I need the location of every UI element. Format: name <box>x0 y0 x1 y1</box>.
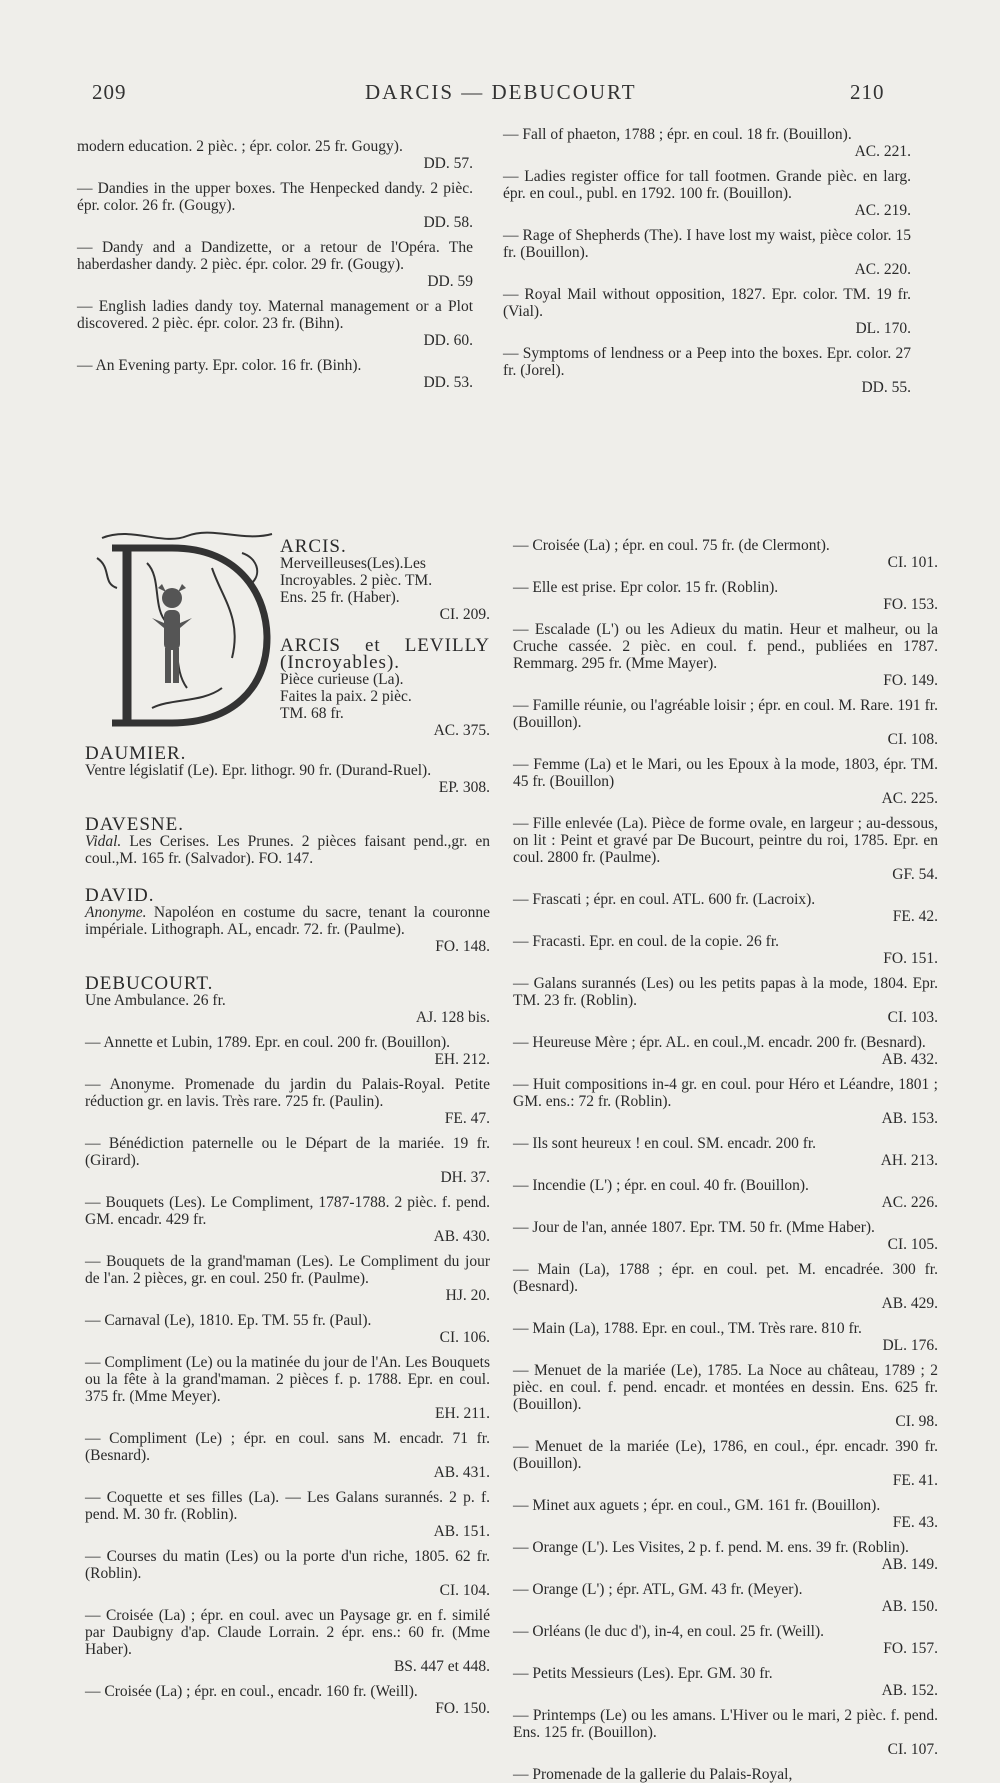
levilly-reference: AC. 375. <box>433 722 490 739</box>
col4-entry <box>513 1135 938 1169</box>
debucourt-section <box>85 975 490 1717</box>
entry-gap <box>85 1186 490 1194</box>
entry-reference: DD. 53. <box>423 374 473 391</box>
entry-text: — Annette et Lubin, 1789. Epr. en coul. 200 fr. (Bouillon). <box>85 1034 451 1051</box>
entry-gap <box>85 1540 490 1548</box>
entry-text: — Croisée (La) ; épr. en coul. avec un Paysage gr. en f. similé par Daubigny d'ap. Claude Lorrain. 2 épr. ens.: 60 fr. (Mme Haber). <box>85 1607 490 1658</box>
entry-text: — Ladies register office for tall footmen. Grande pièc. en larg. épr. en coul., publ. en 1792. 100 fr. (Bouillon). <box>503 168 911 202</box>
levilly <box>280 637 490 739</box>
entry-reference: DD. 55. <box>861 379 911 396</box>
entry-text: — An Evening party. Epr. color. 16 fr. (Binh). <box>77 357 362 374</box>
entry-text: — Bouquets (Les). Le Compliment, 1787-1788. 2 pièc. f. pend. GM. encadr. 429 fr. <box>85 1194 490 1228</box>
entry-gap <box>85 1127 490 1135</box>
daumier-section <box>85 745 490 796</box>
levilly-line: Pièce curieuse (La). <box>280 671 404 688</box>
entry-reference: FE. 42. <box>892 908 938 925</box>
col4-entry <box>513 1320 938 1354</box>
entry-gap <box>503 337 911 345</box>
entry-gap <box>513 925 938 933</box>
column-bottom-right <box>513 537 938 1783</box>
col4-entry <box>513 1766 938 1783</box>
entry-gap <box>513 807 938 815</box>
col4-entry <box>513 1076 938 1127</box>
entry-reference: DD. 57. <box>423 155 473 172</box>
entry-reference: BS. 447 et 448. <box>393 1658 490 1675</box>
entry-gap <box>513 1758 938 1766</box>
entry-reference: DD. 59 <box>427 273 473 290</box>
debucourt-entry <box>85 1607 490 1675</box>
debucourt-entry <box>85 1253 490 1304</box>
entry-gap <box>513 1312 938 1320</box>
entry-reference: CI. 108. <box>887 731 938 748</box>
entry-reference: EH. 211. <box>435 1405 490 1422</box>
col4-entry <box>513 1707 938 1758</box>
entry-text: — Orange (L') ; épr. ATL, GM. 43 fr. (Meyer). <box>513 1581 803 1598</box>
entry-gap <box>513 1531 938 1539</box>
entry-text: — Orléans (le duc d'), in-4, en coul. 25 fr. (Weill). <box>513 1623 825 1640</box>
entry-reference: EH. 212. <box>434 1051 490 1068</box>
section-gap <box>85 623 490 631</box>
david-heading: DAVID. <box>85 885 155 906</box>
entry-reference: FO. 150. <box>435 1700 490 1717</box>
entry-text: — Dandies in the upper boxes. The Henpecked dandy. 2 pièc. épr. color. 26 fr. (Gougy). <box>77 180 473 214</box>
entry-text: — Escalade (L') ou les Adieux du matin. Heur et malheur, ou la Cruche cassée. 2 pièc. en coul. f. pend., publiées en 1787. Remmarg. 295 fr. (Mme Mayer). <box>513 621 938 672</box>
davesne-entry <box>85 833 490 867</box>
entry-text: — Incendie (L') ; épr. en coul. 40 fr. (Bouillon). <box>513 1177 809 1194</box>
entry-gap <box>85 1068 490 1076</box>
col4-entry <box>513 1219 938 1253</box>
entry-text: — Famille réunie, ou l'agréable loisir ; épr. en coul. M. Rare. 191 fr. (Bouillon). <box>513 697 938 731</box>
entry-text: — Anonyme. Promenade du jardin du Palais-Royal. Petite réduction gr. en lavis. Très rare. 725 fr. (Paulin). <box>85 1076 490 1110</box>
entry-text: — Fracasti. Epr. en coul. de la copie. 26 fr. <box>513 933 780 950</box>
debucourt-heading: DEBUCOURT. <box>85 973 214 994</box>
col1-entry <box>77 180 473 231</box>
col2-entry <box>503 126 911 160</box>
running-title: DARCIS — DEBUCOURT <box>365 80 637 104</box>
entry-gap <box>513 1026 938 1034</box>
entry-reference: CI. 98. <box>895 1413 938 1430</box>
david-section <box>85 887 490 955</box>
entry-text: — Bouquets de la grand'maman (Les). Le Compliment du jour de l'an. 2 pièces, gr. en coul. 250 fr. (Paulme). <box>85 1253 490 1287</box>
entry-text: — Dandy and a Dandizette, or a retour de l'Opéra. The haberdasher dandy. 2 pièc. épr. color. 29 fr. (Gougy). <box>77 239 473 273</box>
col2-entry <box>503 345 911 396</box>
entry-gap <box>513 1253 938 1261</box>
david-reference: FO. 148. <box>435 938 490 955</box>
darcis-line: Ens. 25 fr. (Haber). <box>280 589 400 606</box>
entry-gap <box>77 231 473 239</box>
col1-entry <box>77 357 473 391</box>
col4-entry <box>513 1362 938 1430</box>
entry-reference: FO. 149. <box>883 672 938 689</box>
entry-reference: CI. 105. <box>887 1236 938 1253</box>
entry-reference: CI. 104. <box>439 1582 490 1599</box>
darcis-line: Merveilleuses(Les).Les <box>280 555 426 572</box>
debucourt-entry <box>85 992 490 1026</box>
entry-reference: CI. 103. <box>887 1009 938 1026</box>
debucourt-entry <box>85 1194 490 1245</box>
entry-reference: DH. 37. <box>440 1169 490 1186</box>
entry-gap <box>77 290 473 298</box>
entry-text: — Main (La), 1788 ; épr. en coul. pet. M. encadrée. 300 fr. (Besnard). <box>513 1261 938 1295</box>
col4-entry <box>513 975 938 1026</box>
col4-entry <box>513 1438 938 1489</box>
entry-reference: CI. 107. <box>887 1741 938 1758</box>
entry-text: — Royal Mail without opposition, 1827. Epr. color. TM. 19 fr. (Vial). <box>503 286 911 320</box>
col1-entry <box>77 138 473 172</box>
entry-text: — Fille enlevée (La). Pièce de forme ovale, en largeur ; au-dessous, on lit : Peint et gravé par De Bucourt, peintre du roi, 1785. Epr. en coul. 2800 fr. (Paulme). <box>513 815 938 866</box>
col2-entry <box>503 227 911 278</box>
entry-text: — Menuet de la mariée (Le), 1785. La Noce au château, 1789 ; 2 pièc. en coul. f. pend. encadr. et montées en dessin. Ens. 625 fr. (Bouillon). <box>513 1362 938 1413</box>
entry-text: — Carnaval (Le), 1810. Ep. TM. 55 fr. (Paul). <box>85 1312 372 1329</box>
entry-gap <box>85 1481 490 1489</box>
entry-gap <box>513 1430 938 1438</box>
entry-gap <box>513 1169 938 1177</box>
debucourt-entry <box>85 1489 490 1540</box>
entry-text: — Minet aux aguets ; épr. en coul., GM. 161 fr. (Bouillon). <box>513 1497 881 1514</box>
entry-reference: GF. 54. <box>892 866 938 883</box>
entry-reference: AJ. 128 bis. <box>415 1009 490 1026</box>
entry-gap <box>513 883 938 891</box>
entry-reference: AC. 221. <box>854 143 911 160</box>
entry-text: — Courses du matin (Les) ou la porte d'un riche, 1805. 62 fr. (Roblin). <box>85 1548 490 1582</box>
entry-reference: AB. 429. <box>881 1295 938 1312</box>
david-entry <box>85 904 490 938</box>
darcis-heading: ARCIS. <box>280 536 347 557</box>
entry-reference: FO. 153. <box>883 596 938 613</box>
entry-reference: AB. 432. <box>881 1051 938 1068</box>
entry-reference: FE. 41. <box>892 1472 938 1489</box>
levilly-heading: ARCIS et LEVILLY (Incroyables). <box>280 635 490 673</box>
col4-entry <box>513 1261 938 1312</box>
col4-entry <box>513 891 938 925</box>
section-gap <box>85 796 490 810</box>
entry-gap <box>513 1068 938 1076</box>
col4-entry <box>513 1539 938 1573</box>
entry-reference: FO. 151. <box>883 950 938 967</box>
entry-reference: DD. 60. <box>423 332 473 349</box>
entry-reference: HJ. 20. <box>445 1287 490 1304</box>
entry-text: — Croisée (La) ; épr. en coul. 75 fr. (de Clermont). <box>513 537 830 554</box>
entry-text: — Compliment (Le) ; épr. en coul. sans M. encadr. 71 fr. (Besnard). <box>85 1430 490 1464</box>
entry-gap <box>85 1346 490 1354</box>
entry-gap <box>513 967 938 975</box>
column-bottom-left <box>85 532 490 1717</box>
entry-reference: DL. 170. <box>855 320 911 337</box>
col4-entry <box>513 1034 938 1068</box>
entry-gap <box>513 1489 938 1497</box>
entry-text: — Femme (La) et le Mari, ou les Epoux à la mode, 1803, épr. TM. 45 fr. (Bouillon) <box>513 756 938 790</box>
entry-reference: AB. 430. <box>433 1228 490 1245</box>
column-top-right <box>503 126 911 396</box>
entry-reference: CI. 106. <box>439 1329 490 1346</box>
left-page-number: 209 <box>92 80 127 104</box>
david-text: Napoléon en costume du sacre, tenant la couronne impériale. Lithograph. AL, encadr. 72. fr. (Paulme). <box>85 904 490 938</box>
entry-text: — Frascati ; épr. en coul. ATL. 600 fr. (Lacroix). <box>513 891 816 908</box>
col4-entry <box>513 1497 938 1531</box>
entry-reference: AC. 220. <box>854 261 911 278</box>
entry-text: — Bénédiction paternelle ou le Départ de la mariée. 19 fr. (Girard). <box>85 1135 490 1169</box>
entry-gap <box>513 1573 938 1581</box>
col4-entry <box>513 697 938 748</box>
debucourt-entry <box>85 1354 490 1422</box>
davesne-section <box>85 816 490 867</box>
entry-gap <box>513 1211 938 1219</box>
entry-gap <box>513 689 938 697</box>
entry-text: — Croisée (La) ; épr. en coul., encadr. 160 fr. (Weill). <box>85 1683 418 1700</box>
entry-reference: AC. 226. <box>881 1194 938 1211</box>
entry-gap <box>513 1657 938 1665</box>
col2-entry <box>503 286 911 337</box>
col4-entry <box>513 621 938 689</box>
entry-gap <box>85 1675 490 1683</box>
entry-gap <box>513 1699 938 1707</box>
entry-text: — Ils sont heureux ! en coul. SM. encadr. 200 fr. <box>513 1135 817 1152</box>
section-gap <box>85 955 490 969</box>
entry-gap <box>503 278 911 286</box>
entry-reference: AB. 153. <box>881 1110 938 1127</box>
entry-text: — Rage of Shepherds (The). I have lost my waist, pièce color. 15 fr. (Bouillon). <box>503 227 911 261</box>
entry-text: — English ladies dandy toy. Maternal management or a Plot discovered. 2 pièc. épr. color. 23 fr. (Bihn). <box>77 298 473 332</box>
entry-gap <box>77 349 473 357</box>
col1-entry <box>77 239 473 290</box>
entry-gap <box>503 160 911 168</box>
entry-reference: AB. 151. <box>433 1523 490 1540</box>
entry-gap <box>85 1304 490 1312</box>
col4-entry <box>513 537 938 571</box>
entry-text: — Elle est prise. Epr color. 15 fr. (Roblin). <box>513 579 779 596</box>
levilly-line: Faites la paix. 2 pièc. <box>280 688 412 705</box>
debucourt-entry <box>85 1135 490 1186</box>
entry-reference: AC. 225. <box>881 790 938 807</box>
entry-reference: FE. 43. <box>892 1514 938 1531</box>
entry-text: — Heureuse Mère ; épr. AL. en coul.,M. encadr. 200 fr. (Besnard). <box>513 1034 926 1051</box>
entry-reference: AC. 219. <box>854 202 911 219</box>
entry-text: — Galans surannés (Les) ou les petits papas à la mode, 1804. Epr. TM. 23 fr. (Roblin). <box>513 975 938 1009</box>
darcis-line: Incroyables. 2 pièc. TM. <box>280 572 433 589</box>
entry-text: — Printemps (Le) ou les amans. L'Hiver ou le mari, 2 pièc. f. pend. Ens. 125 fr. (Bouillon). <box>513 1707 938 1741</box>
entry-reference: AB. 150. <box>881 1598 938 1615</box>
entry-gap <box>503 219 911 227</box>
col4-entry <box>513 1623 938 1657</box>
entry-text: — Huit compositions in-4 gr. en coul. pour Héro et Léandre, 1801 ; GM. ens.: 72 fr. (Roblin). <box>513 1076 938 1110</box>
entry-gap <box>85 1422 490 1430</box>
entry-gap <box>513 1127 938 1135</box>
column-top-left <box>77 138 473 391</box>
entry-reference: AB. 149. <box>881 1556 938 1573</box>
col4-entry <box>513 756 938 807</box>
entry-text: — Coquette et ses filles (La). — Les Galans surannés. 2 p. f. pend. M. 30 fr. (Roblin). <box>85 1489 490 1523</box>
debucourt-entry <box>85 1076 490 1127</box>
davesne-lead: Vidal. <box>85 833 122 850</box>
darcis-reference: CI. 209. <box>439 606 490 623</box>
col4-entry <box>513 1581 938 1615</box>
debucourt-entry <box>85 1312 490 1346</box>
debucourt-entry <box>85 1548 490 1599</box>
right-page-number: 210 <box>850 80 885 104</box>
david-lead: Anonyme. <box>85 904 147 921</box>
entry-reference: DL. 176. <box>882 1337 938 1354</box>
levilly-line: TM. 68 fr. <box>280 705 344 722</box>
col4-entry <box>513 815 938 883</box>
entry-text: — Main (La), 1788. Epr. en coul., TM. Très rare. 810 fr. <box>513 1320 862 1337</box>
davesne-text: Les Cerises. Les Prunes. 2 pièces faisant pend.,gr. en coul.,M. 165 fr. (Salvador). FO. 147. <box>85 833 490 867</box>
entry-text: — Promenade de la gallerie du Palais-Royal, <box>513 1766 793 1783</box>
debucourt-entry <box>85 1683 490 1717</box>
entry-text: — Petits Messieurs (Les). Epr. GM. 30 fr. <box>513 1665 773 1682</box>
entry-gap <box>85 1599 490 1607</box>
entry-reference: FE. 47. <box>444 1110 490 1127</box>
entry-gap <box>513 571 938 579</box>
entry-gap <box>513 1354 938 1362</box>
entry-text: — Symptoms of lendness or a Peep into the boxes. Epr. color. 27 fr. (Jorel). <box>503 345 911 379</box>
entry-gap <box>513 613 938 621</box>
col4-entry <box>513 1177 938 1211</box>
entry-text: — Compliment (Le) ou la matinée du jour de l'An. Les Bouquets ou la fête à la grand'maman. 2 pièces f. p. 1788. Epr. en coul. 375 fr. (Mme Meyer). <box>85 1354 490 1405</box>
section-gap <box>85 867 490 881</box>
entry-text: — Jour de l'an, année 1807. Epr. TM. 50 fr. (Mme Haber). <box>513 1219 875 1236</box>
debucourt-entry <box>85 1034 490 1068</box>
entry-text: — Menuet de la mariée (Le), 1786, en coul., épr. encadr. 390 fr. (Bouillon). <box>513 1438 938 1472</box>
entry-gap <box>513 748 938 756</box>
entry-text: Une Ambulance. 26 fr. <box>85 992 226 1009</box>
col4-entry <box>513 1665 938 1699</box>
entry-text: — Fall of phaeton, 1788 ; épr. en coul. 18 fr. (Bouillon). <box>503 126 852 143</box>
entry-text: — Orange (L'). Les Visites, 2 p. f. pend. M. ens. 39 fr. (Roblin). <box>513 1539 909 1556</box>
entry-reference: FO. 157. <box>883 1640 938 1657</box>
entry-text: modern education. 2 pièc. ; épr. color. 25 fr. Gougy). <box>77 138 403 155</box>
entry-reference: AB. 152. <box>881 1682 938 1699</box>
darcis <box>280 538 490 623</box>
davesne-heading: DAVESNE. <box>85 814 184 835</box>
debucourt-entry <box>85 1430 490 1481</box>
col4-entry <box>513 579 938 613</box>
daumier-text: Ventre législatif (Le). Epr. lithogr. 90 fr. (Durand-Ruel). <box>85 762 432 779</box>
daumier-heading: DAUMIER. <box>85 743 187 764</box>
col4-entry <box>513 933 938 967</box>
entry-reference: AH. 213. <box>880 1152 938 1169</box>
entry-gap <box>85 1026 490 1034</box>
entry-gap <box>77 172 473 180</box>
entry-reference: CI. 101. <box>887 554 938 571</box>
daumier-reference: EP. 308. <box>438 779 490 796</box>
entry-reference: DD. 58. <box>423 214 473 231</box>
entry-reference: AB. 431. <box>433 1464 490 1481</box>
entry-gap <box>85 1245 490 1253</box>
col1-entry <box>77 298 473 349</box>
col2-entry <box>503 168 911 219</box>
